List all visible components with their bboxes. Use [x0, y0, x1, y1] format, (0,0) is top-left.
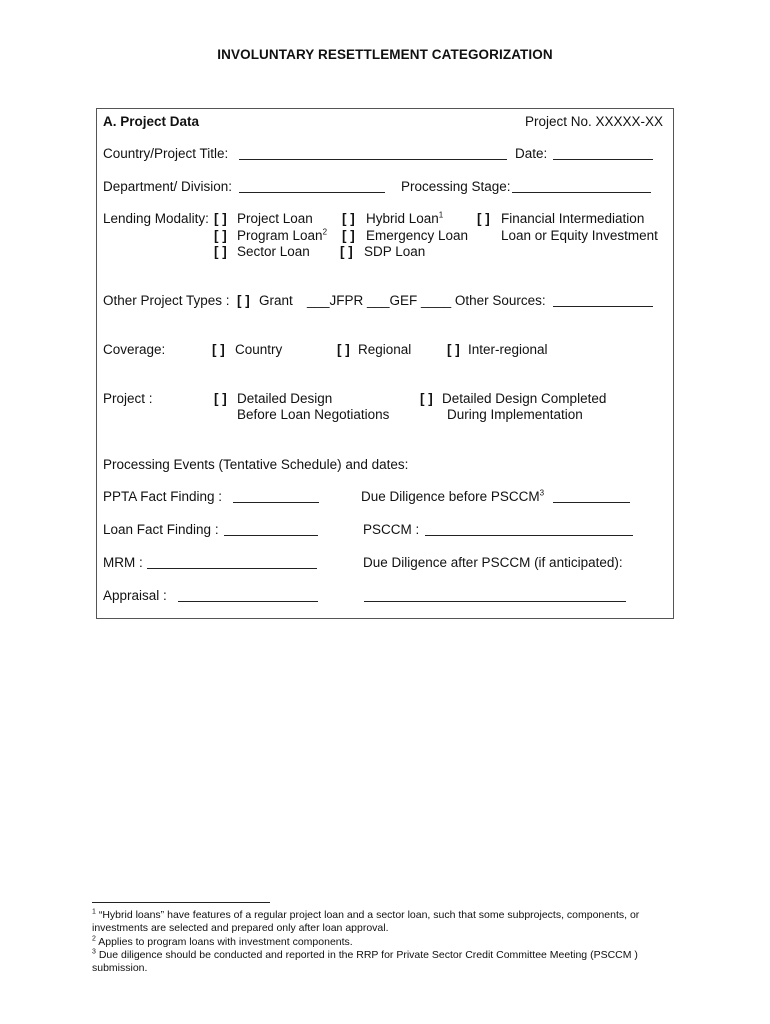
financial-intermediation-label: Financial Intermediation: [501, 211, 645, 226]
psccm-field[interactable]: [425, 523, 633, 536]
date-label: Date:: [515, 146, 548, 161]
ppta-label: PPTA Fact Finding :: [103, 489, 223, 504]
page-title: INVOLUNTARY RESETTLEMENT CATEGORIZATION: [217, 47, 553, 62]
checkbox-financial-intermediation[interactable]: [ ]: [477, 211, 490, 226]
during-implementation-label: During Implementation: [447, 407, 583, 422]
footnote-ref-2: 2: [322, 227, 328, 237]
regional-label: Regional: [358, 342, 412, 357]
due-diligence-after-field[interactable]: [364, 589, 626, 602]
loan-fact-finding-label: Loan Fact Finding :: [103, 522, 219, 537]
project-number: Project No. XXXXX-XX: [525, 114, 664, 129]
sdp-loan-label: SDP Loan: [364, 244, 426, 259]
section-heading: A. Project Data: [103, 114, 200, 129]
project-label: Project :: [103, 391, 153, 406]
project-loan-label: Project Loan: [237, 211, 313, 226]
processing-stage-label: Processing Stage:: [401, 179, 511, 194]
hybrid-loan-label: Hybrid Loan$^1$: [366, 210, 444, 226]
appraisal-field[interactable]: [178, 589, 318, 602]
mrm-label: MRM :: [103, 555, 143, 570]
inter-regional-label: Inter-regional: [468, 342, 548, 357]
loan-equity-label: Loan or Equity Investment: [501, 228, 658, 243]
footnote-separator: [92, 902, 270, 903]
program-loan-label: Program Loan$^2$: [237, 227, 328, 243]
detailed-design-completed-label: Detailed Design Completed: [442, 391, 607, 406]
emergency-loan-label: Emergency Loan: [366, 228, 469, 243]
checkbox-detailed-design[interactable]: [ ]: [214, 391, 227, 406]
due-diligence-before-label: Due Diligence before PSCCM$^3$: [361, 488, 545, 504]
checkbox-regional[interactable]: [ ]: [337, 342, 350, 357]
checkbox-detailed-design-completed[interactable]: [ ]: [420, 391, 433, 406]
country-title-label: Country/Project Title:: [103, 146, 229, 161]
loan-fact-finding-field[interactable]: [224, 523, 318, 536]
checkbox-hybrid-loan[interactable]: [ ]: [342, 211, 355, 226]
processing-events-heading: Processing Events (Tentative Schedule) and dates:: [103, 457, 409, 472]
before-loan-negotiations-label: Before Loan Negotiations: [237, 407, 390, 422]
processing-stage-field[interactable]: [512, 180, 651, 193]
psccm-label: PSCCM :: [363, 522, 420, 537]
checkbox-inter-regional[interactable]: [ ]: [447, 342, 460, 357]
checkbox-sector-loan[interactable]: [ ]: [214, 244, 227, 259]
checkbox-program-loan[interactable]: [ ]: [214, 228, 227, 243]
department-field[interactable]: [239, 180, 385, 193]
other-sources-label: ___JFPR ___GEF ____ Other Sources:: [307, 293, 546, 308]
date-field[interactable]: [553, 147, 653, 160]
checkbox-project-loan[interactable]: [ ]: [214, 211, 227, 226]
department-label: Department/ Division:: [103, 179, 233, 194]
country-label: Country: [235, 342, 283, 357]
appraisal-label: Appraisal :: [103, 588, 167, 603]
checkbox-grant[interactable]: [ ]: [237, 293, 250, 308]
country-title-field[interactable]: [239, 147, 507, 160]
other-sources-field[interactable]: [553, 294, 653, 307]
due-diligence-before-field[interactable]: [553, 490, 630, 503]
grant-label: Grant: [259, 293, 293, 308]
checkbox-sdp-loan[interactable]: [ ]: [340, 244, 353, 259]
due-diligence-after-label: Due Diligence after PSCCM (if anticipated):: [363, 555, 623, 570]
other-project-types-label: Other Project Types :: [103, 293, 230, 308]
footnote-ref-3: 3: [539, 488, 545, 498]
checkbox-country[interactable]: [ ]: [212, 342, 225, 357]
coverage-label: Coverage:: [103, 342, 166, 357]
sector-loan-label: Sector Loan: [237, 244, 310, 259]
detailed-design-label: Detailed Design: [237, 391, 333, 406]
ppta-field[interactable]: [233, 490, 319, 503]
lending-modality-label: Lending Modality:: [103, 211, 209, 226]
footnote-1: $^1$ “Hybrid loans” have features of a regular project loan and a sector loan, such that some subprojects, components, or investments are selected and prepared only after loan approval.: [92, 908, 640, 934]
checkbox-emergency-loan[interactable]: [ ]: [342, 228, 355, 243]
footnote-3: $^3$ Due diligence should be conducted and reported in the RRP for Private Sector Credit Committee Meeting (PSCCM ) submission.: [92, 948, 638, 974]
footnote-2: $^2$ Applies to program loans with investment components.: [92, 935, 353, 948]
footnote-ref-1: 1: [438, 210, 444, 220]
mrm-field[interactable]: [147, 556, 317, 569]
